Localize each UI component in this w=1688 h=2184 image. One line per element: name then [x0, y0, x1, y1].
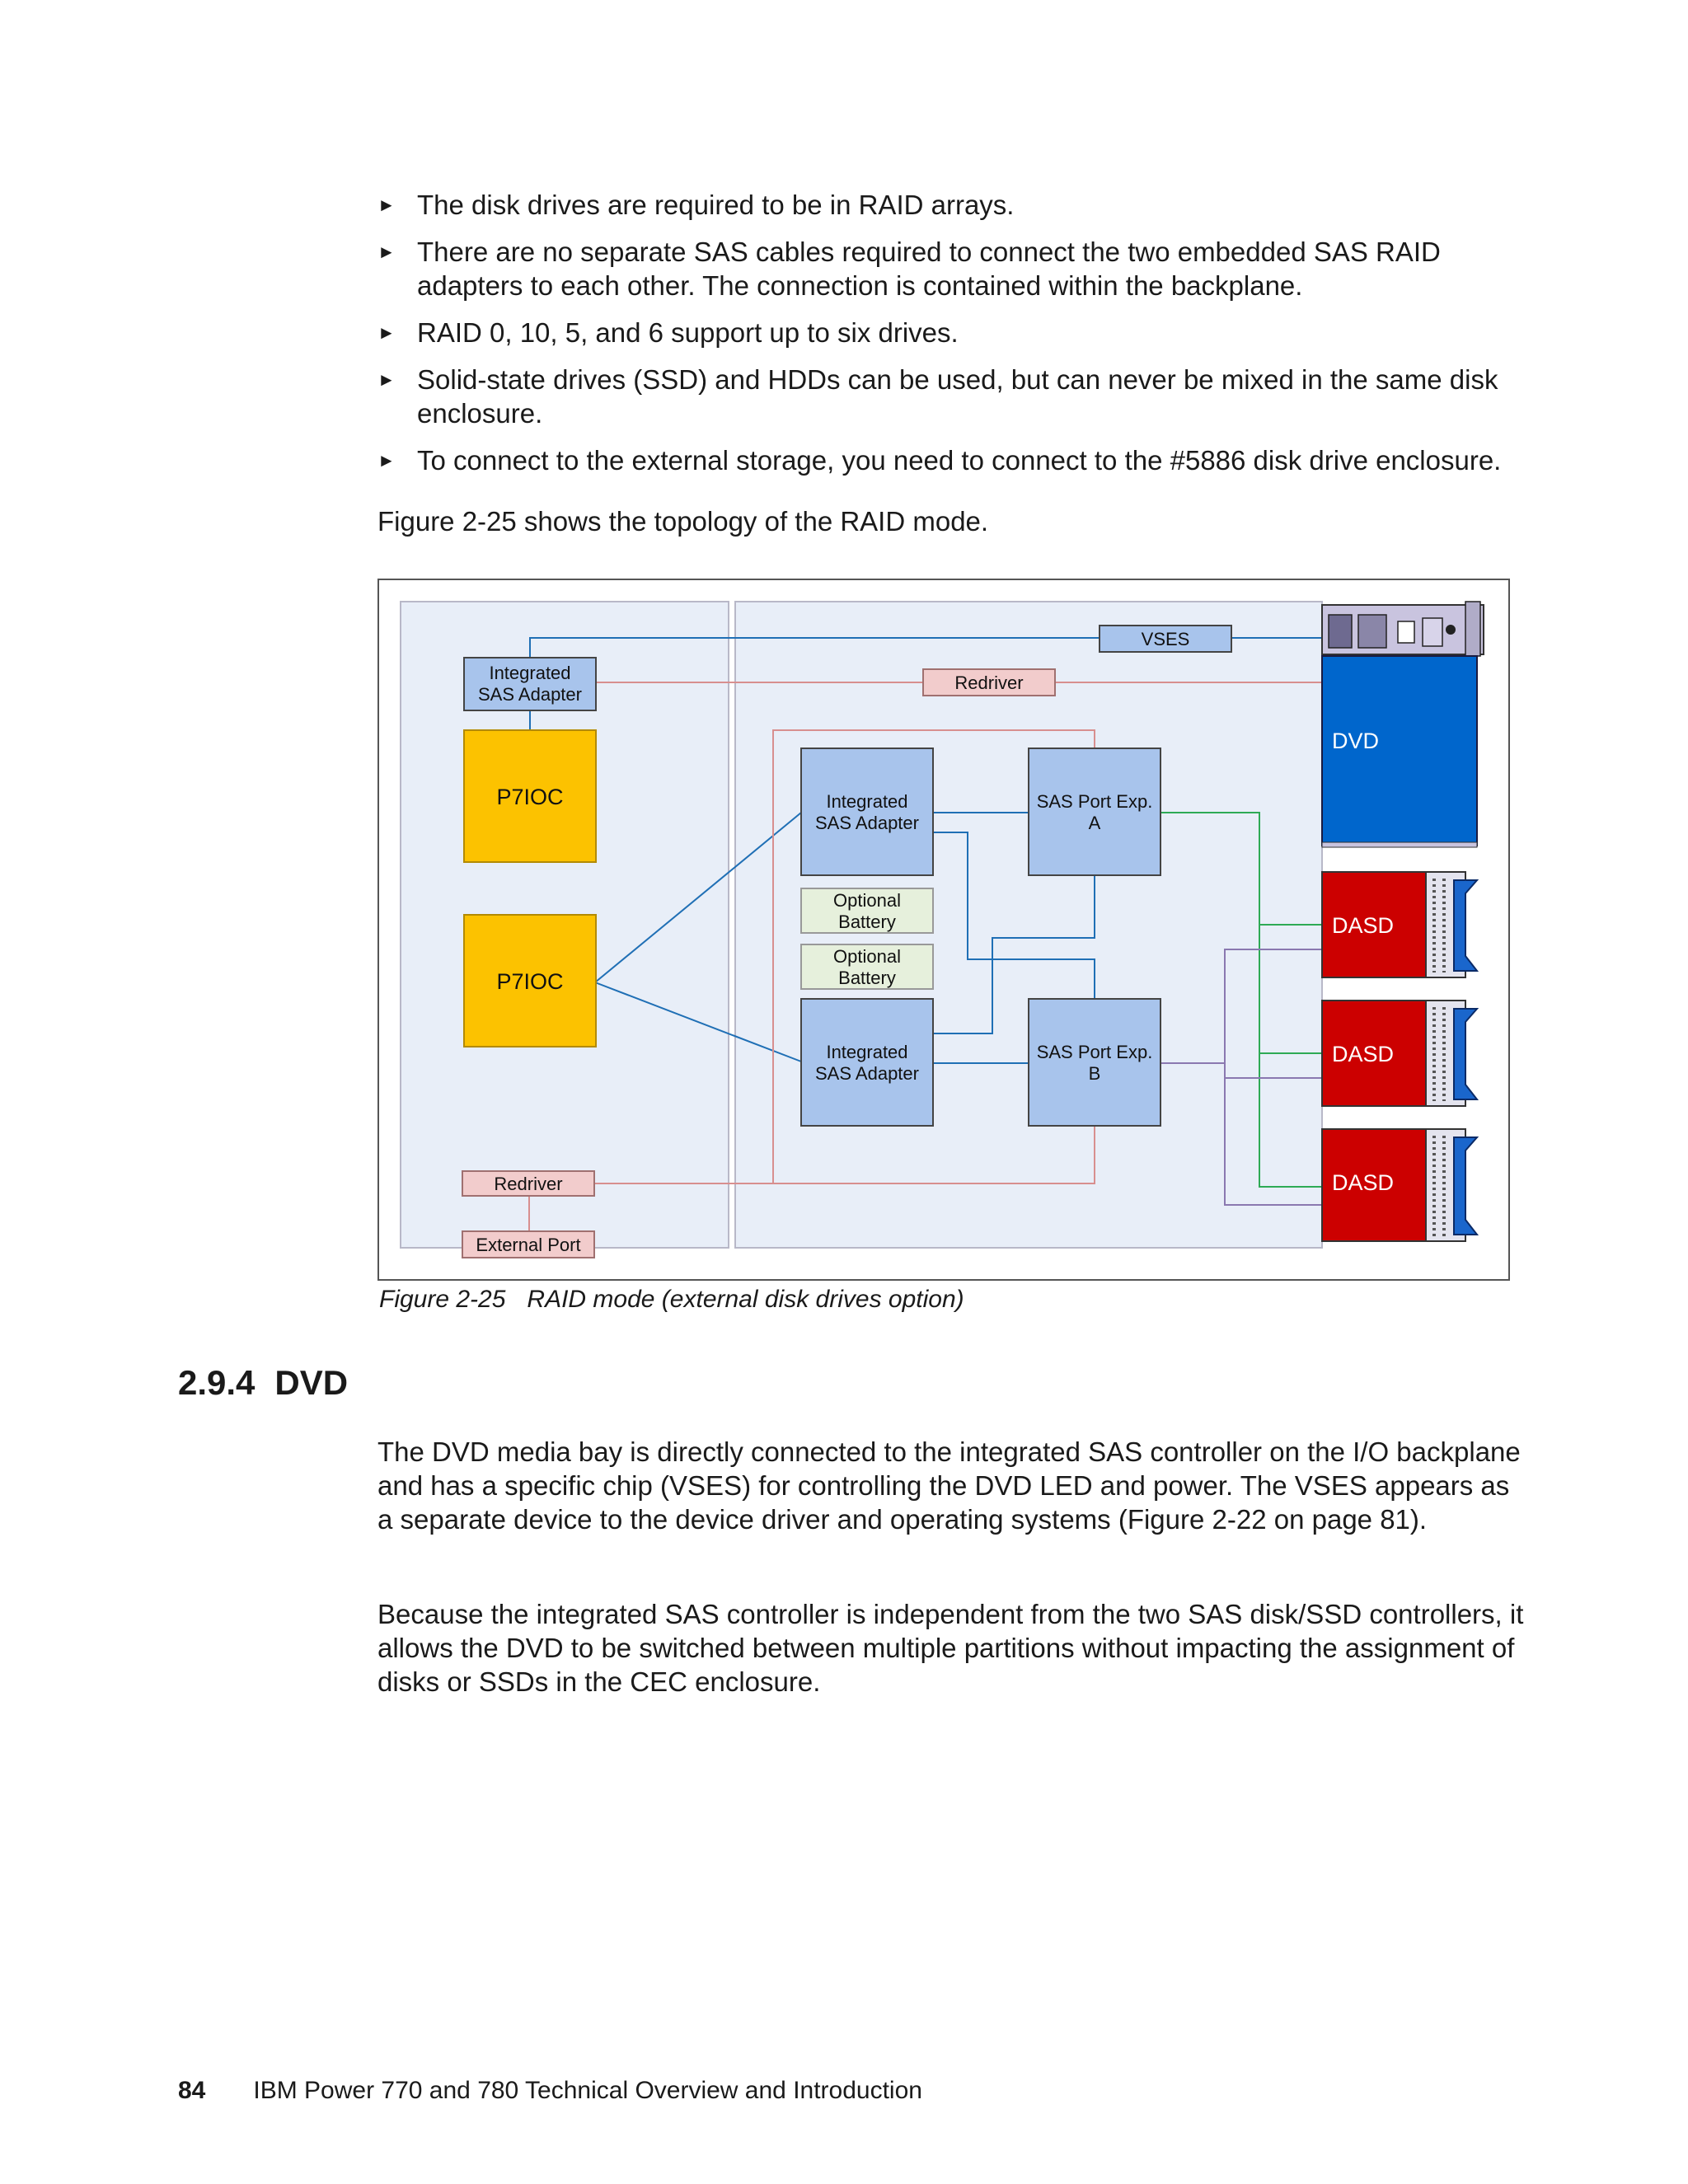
optional-battery-2-label-2: Battery — [838, 968, 896, 988]
bullet-text: The disk drives are required to be in RAID arrays. — [417, 190, 1015, 220]
integrated-sas-adapter-top-label-1: Integrated — [826, 791, 908, 812]
optional-battery-2-label-1: Optional — [833, 946, 901, 967]
integrated-sas-adapter-bottom-label-1: Integrated — [826, 1042, 908, 1062]
integrated-sas-adapter-bottom-label-2: SAS Adapter — [815, 1063, 919, 1084]
optional-battery-1-label-1: Optional — [833, 890, 901, 911]
dasd-drive-1 — [1322, 872, 1477, 977]
section-heading — [178, 1363, 348, 1403]
dasd-label: DASD — [1332, 1170, 1395, 1195]
sas-port-expander-b-label-2: B — [1088, 1063, 1101, 1084]
bullet-item — [377, 316, 1531, 349]
bullet-item — [377, 188, 1531, 222]
bullet-arrow-icon: ► — [377, 369, 396, 390]
bullet-text: RAID 0, 10, 5, and 6 support up to six drives. — [417, 317, 959, 348]
sas-port-expander-a-label-2: A — [1088, 813, 1101, 833]
body-paragraph-1: The DVD media bay is directly connected to the integrated SAS controller on the I/O backplane and has a specific chip (VSES) for controlling the DVD LED and power. The VSES appears as a separate device to the device driver and operating systems (Figure 2-22 on page 81). — [377, 1436, 1521, 1535]
bullet-item — [377, 443, 1531, 477]
footer-book-title: IBM Power 770 and 780 Technical Overview and Introduction — [253, 2077, 922, 2104]
integrated-sas-adapter-bottom — [801, 999, 933, 1126]
raid-topology-figure — [377, 579, 1510, 1281]
redriver-left-label: Redriver — [494, 1174, 563, 1194]
figure-caption-number: Figure 2-25 — [379, 1286, 506, 1313]
page-footer — [178, 2077, 922, 2105]
dvd-drive — [1322, 602, 1484, 847]
bullet-item — [377, 235, 1531, 302]
bullet-text: There are no separate SAS cables required to connect the two embedded SAS RAID adapters to each other. The connection is contained within the backplane. — [417, 237, 1441, 301]
vses-label: VSES — [1141, 629, 1190, 649]
raid-topology-diagram — [379, 580, 1510, 1281]
sas-port-expander-a — [1029, 748, 1160, 875]
p7ioc-top-label: P7IOC — [496, 785, 564, 809]
p7ioc-bottom-label: P7IOC — [496, 969, 564, 994]
section-title-text: DVD — [274, 1363, 349, 1402]
optional-battery-1-label-2: Battery — [838, 912, 896, 932]
redriver-top-label: Redriver — [954, 673, 1024, 693]
integrated-sas-adapter-top-label-2: SAS Adapter — [815, 813, 919, 833]
dvd-label: DVD — [1332, 729, 1380, 753]
bullet-arrow-icon: ► — [377, 241, 396, 262]
bullet-item — [377, 363, 1531, 430]
sas-port-expander-b-label-1: SAS Port Exp. — [1036, 1042, 1153, 1062]
bullet-list — [377, 188, 1531, 490]
external-port-label: External Port — [476, 1235, 581, 1255]
bullet-arrow-icon: ► — [377, 450, 396, 471]
integrated-sas-adapter-left-label-2: SAS Adapter — [478, 684, 582, 705]
body-paragraph-2: Because the integrated SAS controller is independent from the two SAS disk/SSD controllers, it allows the DVD to be switched between multiple partitions without impacting the assignment of disks or SSDs in the CEC enclosure. — [377, 1599, 1524, 1697]
bullet-arrow-icon: ► — [377, 322, 396, 343]
sas-port-expander-a-label-1: SAS Port Exp. — [1036, 791, 1153, 812]
dasd-label: DASD — [1332, 913, 1395, 938]
dasd-drive-2 — [1322, 1001, 1477, 1106]
figure-caption — [379, 1286, 964, 1314]
page-number: 84 — [178, 2077, 206, 2104]
intro-paragraph: Figure 2-25 shows the topology of the RAID mode. — [377, 506, 989, 537]
sas-port-expander-b — [1029, 999, 1160, 1126]
dasd-label: DASD — [1332, 1042, 1395, 1066]
section-number: 2.9.4 — [178, 1363, 256, 1402]
bullet-text: To connect to the external storage, you need to connect to the #5886 disk drive enclosure. — [417, 445, 1502, 476]
integrated-sas-adapter-left-label-1: Integrated — [489, 663, 571, 683]
bullet-arrow-icon: ► — [377, 194, 396, 215]
figure-caption-text: RAID mode (external disk drives option) — [527, 1286, 964, 1313]
dasd-drive-3 — [1322, 1129, 1477, 1241]
bullet-text: Solid-state drives (SSD) and HDDs can be used, but can never be mixed in the same disk enclosure. — [417, 364, 1498, 429]
integrated-sas-adapter-top — [801, 748, 933, 875]
